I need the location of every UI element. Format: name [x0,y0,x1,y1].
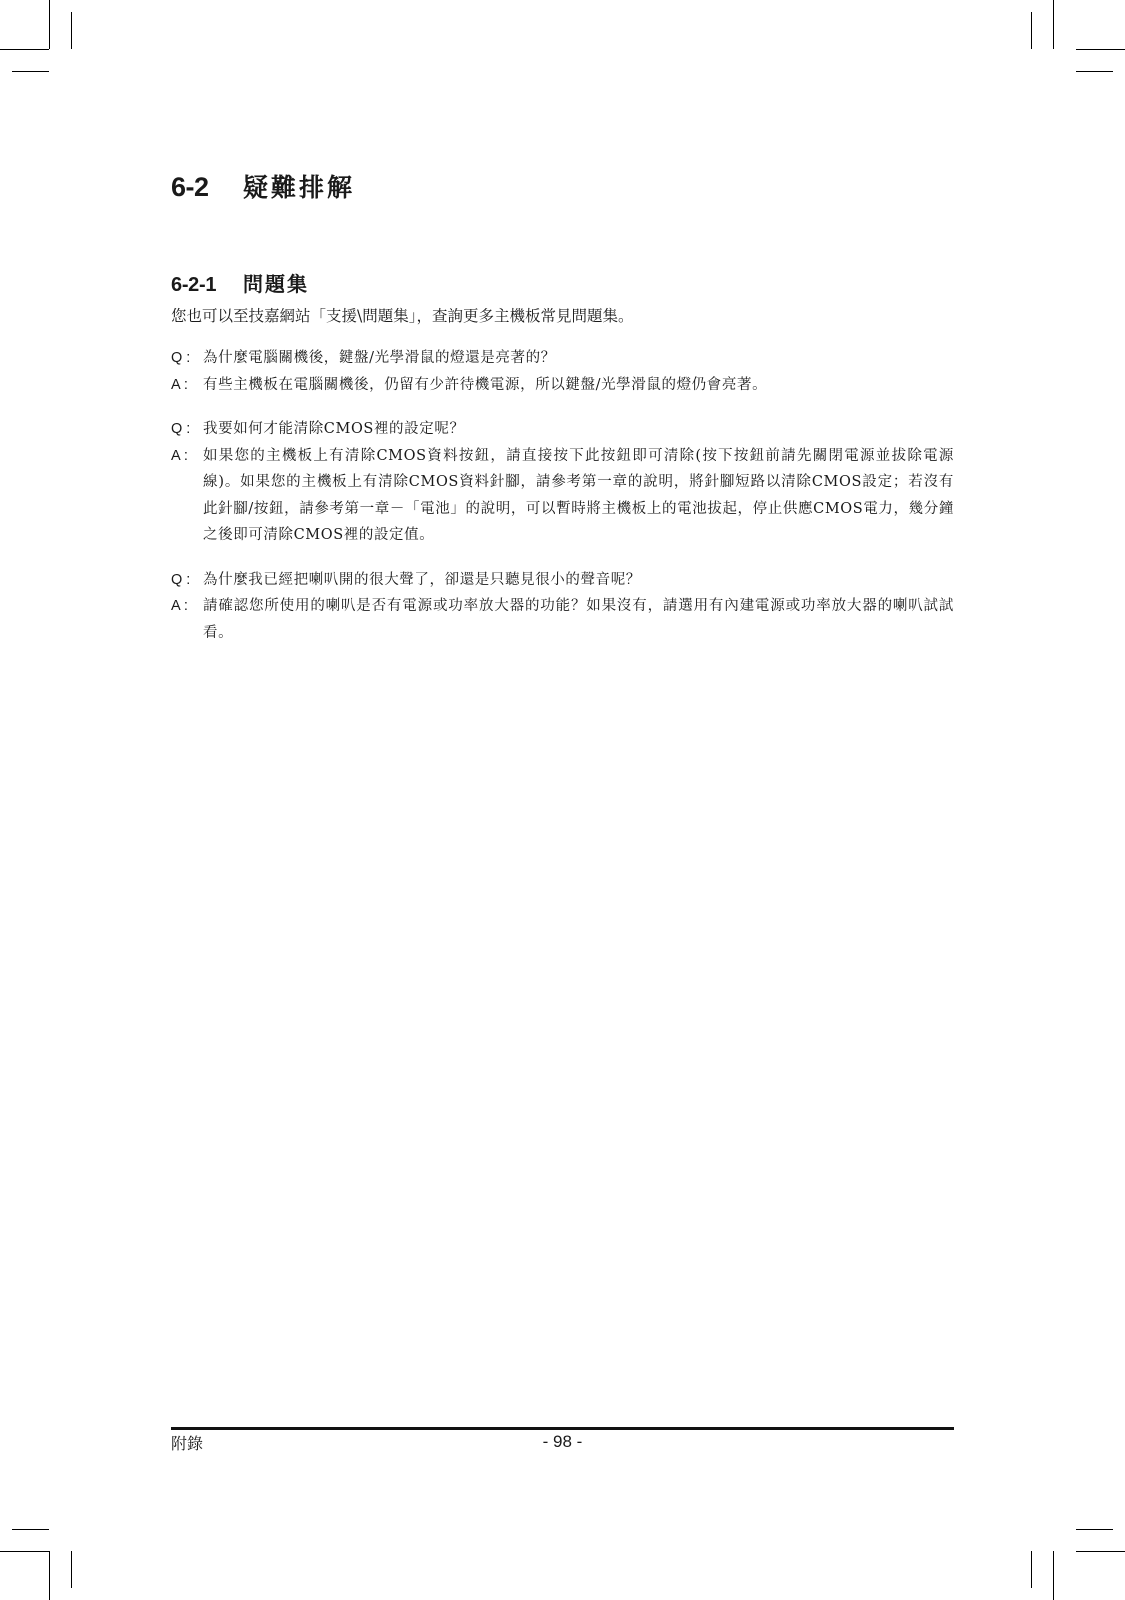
answer-row [171,443,954,549]
subsection-number: 6-2-1 [171,274,217,296]
answer-text: 請確認您所使用的喇叭是否有電源或功率放大器的功能？如果沒有，請選用有內建電源或功率放大器的喇叭試試看。 [203,598,954,641]
question-row [171,345,954,372]
crop-mark [1053,0,1054,49]
faq-list [171,345,954,646]
crop-mark [1031,1551,1032,1588]
question-label: Q : [171,421,191,437]
crop-mark [49,1551,50,1600]
crop-mark [1076,1529,1113,1530]
crop-mark [49,0,50,49]
crop-mark [1076,1551,1125,1552]
answer-label: A : [171,376,188,393]
page-content [171,168,954,664]
question-text: 我要如何才能清除CMOS裡的設定呢？ [203,421,465,437]
crop-mark [12,1529,49,1530]
footer-section-label: 附錄 [171,1434,204,1453]
section-heading [171,168,954,204]
question-label: Q : [171,571,191,588]
question-row [171,416,954,443]
subsection-heading [171,268,954,297]
question-row [171,567,954,594]
faq-item [171,416,954,549]
crop-mark [0,49,49,50]
footer-divider [171,1427,954,1430]
answer-text: 如果您的主機板上有清除CMOS資料按鈕，請直接按下此按鈕即可清除(按下按鈕前請先關閉電源並拔除電源線)。如果您的主機板上有清除CMOS資料針腳，請參考第一章的說明，將針腳短路以清除CMOS設定；若沒有此針腳/按鈕，請參考第一章－「電池」的說明，可以暫時將主機板上的電池拔起，停止供應CMOS電力，幾分鐘之後即可清除CMOS裡的設定值。 [203,447,954,543]
crop-mark [1076,71,1113,72]
question-text: 為什麼我已經把喇叭開的很大聲了，卻還是只聽見很小的聲音呢？ [203,571,641,588]
question-text: 為什麼電腦關機後，鍵盤/光學滑鼠的燈還是亮著的？ [203,350,556,366]
subsection-title: 問題集 [243,272,309,296]
crop-mark [0,1551,49,1552]
answer-label: A : [171,447,188,464]
question-label: Q : [171,350,191,366]
answer-label: A : [171,598,188,614]
answer-text: 有些主機板在電腦關機後，仍留有少許待機電源，所以鍵盤/光學滑鼠的燈仍會亮著。 [203,376,768,393]
crop-mark [1053,1551,1054,1600]
section-title: 疑難排解 [243,173,356,202]
answer-row [171,372,954,399]
crop-mark [1031,12,1032,49]
crop-mark [71,12,72,49]
page-number: - 98 - [542,1432,583,1451]
crop-mark [12,71,49,72]
faq-item [171,345,954,398]
crop-mark [1076,49,1125,50]
subsection-intro: 您也可以至技嘉網站「支援\問題集」，查詢更多主機板常見問題集。 [171,307,634,325]
faq-item [171,567,954,647]
section-number: 6-2 [171,172,209,202]
crop-mark [71,1551,72,1588]
answer-row [171,593,954,646]
